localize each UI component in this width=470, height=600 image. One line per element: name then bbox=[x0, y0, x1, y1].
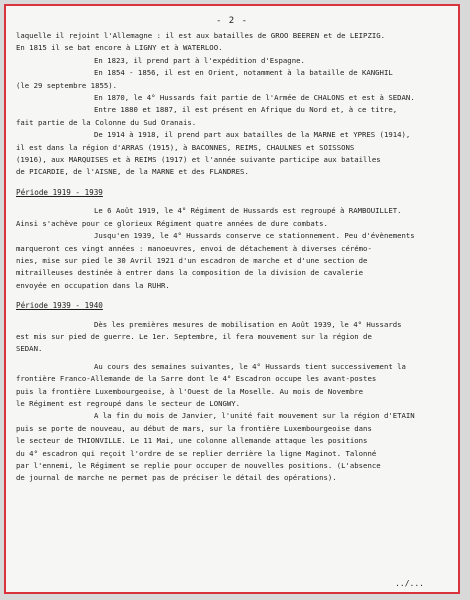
text-line: En 1854 - 1856, il est en Orient, notamment à la bataille de KANGHIL bbox=[94, 68, 393, 78]
text-line: A la fin du mois de Janvier, l'unité fait mouvement sur la région d'ETAIN bbox=[94, 411, 415, 421]
text-line: (le 29 septembre 1855). bbox=[16, 80, 118, 90]
page-number: - 2 - bbox=[215, 16, 249, 26]
text-line: Au cours des semaines suivantes, le 4° Hussards tient successivement la bbox=[94, 361, 406, 371]
text-line: du 4° escadron qui reçoit l'ordre de se replier derrière la ligne Maginot. Talonné bbox=[16, 448, 377, 458]
text-line: En 1815 il se bat encore à LIGNY et à WATERLOO. bbox=[16, 43, 223, 53]
text-line: puis la frontière Luxembourgeoise, à l'Ouest de la Moselle. Au mois de Novembre bbox=[16, 386, 364, 396]
text-line: par l'ennemi, le Régiment se replie pour occuper de nouvelles positions. (L'absence bbox=[16, 461, 381, 470]
continuation-mark: ../... bbox=[395, 579, 424, 588]
section-title: Période 1939 - 1940 bbox=[16, 301, 103, 311]
text-line: Dès les premières mesures de mobilisation en Août 1939, le 4° Hussards bbox=[94, 319, 402, 329]
text-line: marqueront ces vingt années : manoeuvres, envoi de détachement à diverses cérémo- bbox=[16, 243, 372, 253]
text-line: frontière Franco-Allemande de la Sarre dont le 4° Escadron occupe les avant-postes bbox=[16, 374, 377, 384]
text-line: Ainsi s'achève pour ce glorieux Régiment quatre années de dure combats. bbox=[16, 218, 328, 228]
text-line: En 1823, il prend part à l'expédition d'Espagne. bbox=[94, 55, 305, 65]
text-line: (1916), aux MARQUISES et à REIMS (1917) et l'année suivante participe aux batailles bbox=[16, 155, 381, 165]
section-title: Période 1919 - 1939 bbox=[16, 187, 103, 197]
text-line: mitrailleuses destinée à entrer dans la composition de la division de cavalerie bbox=[16, 268, 364, 278]
text-line: Jusqu'en 1939, le 4° Hussards conserve ce stationnement. Peu d'évènements bbox=[94, 231, 415, 241]
text-line: laquelle il rejoint l'Allemagne : il est aux batailles de GROO BEEREN et de LEIPZIG. bbox=[16, 31, 386, 40]
text-line: est mis sur pied de guerre. Le 1er. Septembre, il fera mouvement sur la région de bbox=[16, 331, 372, 341]
text-line: fait partie de la Colonne du Sud Oranais. bbox=[16, 117, 197, 127]
text-line: SEDAN. bbox=[16, 344, 43, 354]
text-line: nies, mise sur pied le 30 Avril 1921 d'un escadron de marche et d'une section de bbox=[16, 255, 368, 265]
document-page bbox=[4, 4, 460, 594]
text-line: puis se porte de nouveau, au début de mars, sur la frontière Luxembourgeoise dans bbox=[16, 423, 372, 433]
document-body bbox=[16, 30, 450, 485]
text-line: de journal de marche ne permet pas de préciser le détail des opérations). bbox=[16, 473, 337, 483]
text-line: le secteur de THIONVILLE. Le 11 Mai, une colonne allemande attaque les positions bbox=[16, 436, 368, 446]
text-line: le Régiment est regroupé dans le secteur de LONGWY. bbox=[16, 398, 241, 408]
text-line: envoyée en occupation dans la RUHR. bbox=[16, 280, 170, 290]
text-line: Le 6 Août 1919, le 4° Régiment de Hussards est regroupé à RAMBOUILLET. bbox=[94, 206, 402, 216]
text-line: En 1870, le 4° Hussards fait partie de l'Armée de CHALONS et est à SEDAN. bbox=[94, 93, 415, 103]
text-line: de PICARDIE, de l'AISNE, de la MARNE et des FLANDRES. bbox=[16, 167, 249, 177]
text-line: il est dans la région d'ARRAS (1915), à BACONNES, REIMS, CHAULNES et SOISSONS bbox=[16, 142, 355, 152]
text-line: Entre 1880 et 1887, il est présent en Afrique du Nord et, à ce titre, bbox=[94, 105, 398, 115]
text-line: De 1914 à 1918, il prend part aux batailles de la MARNE et YPRES (1914), bbox=[94, 130, 411, 140]
